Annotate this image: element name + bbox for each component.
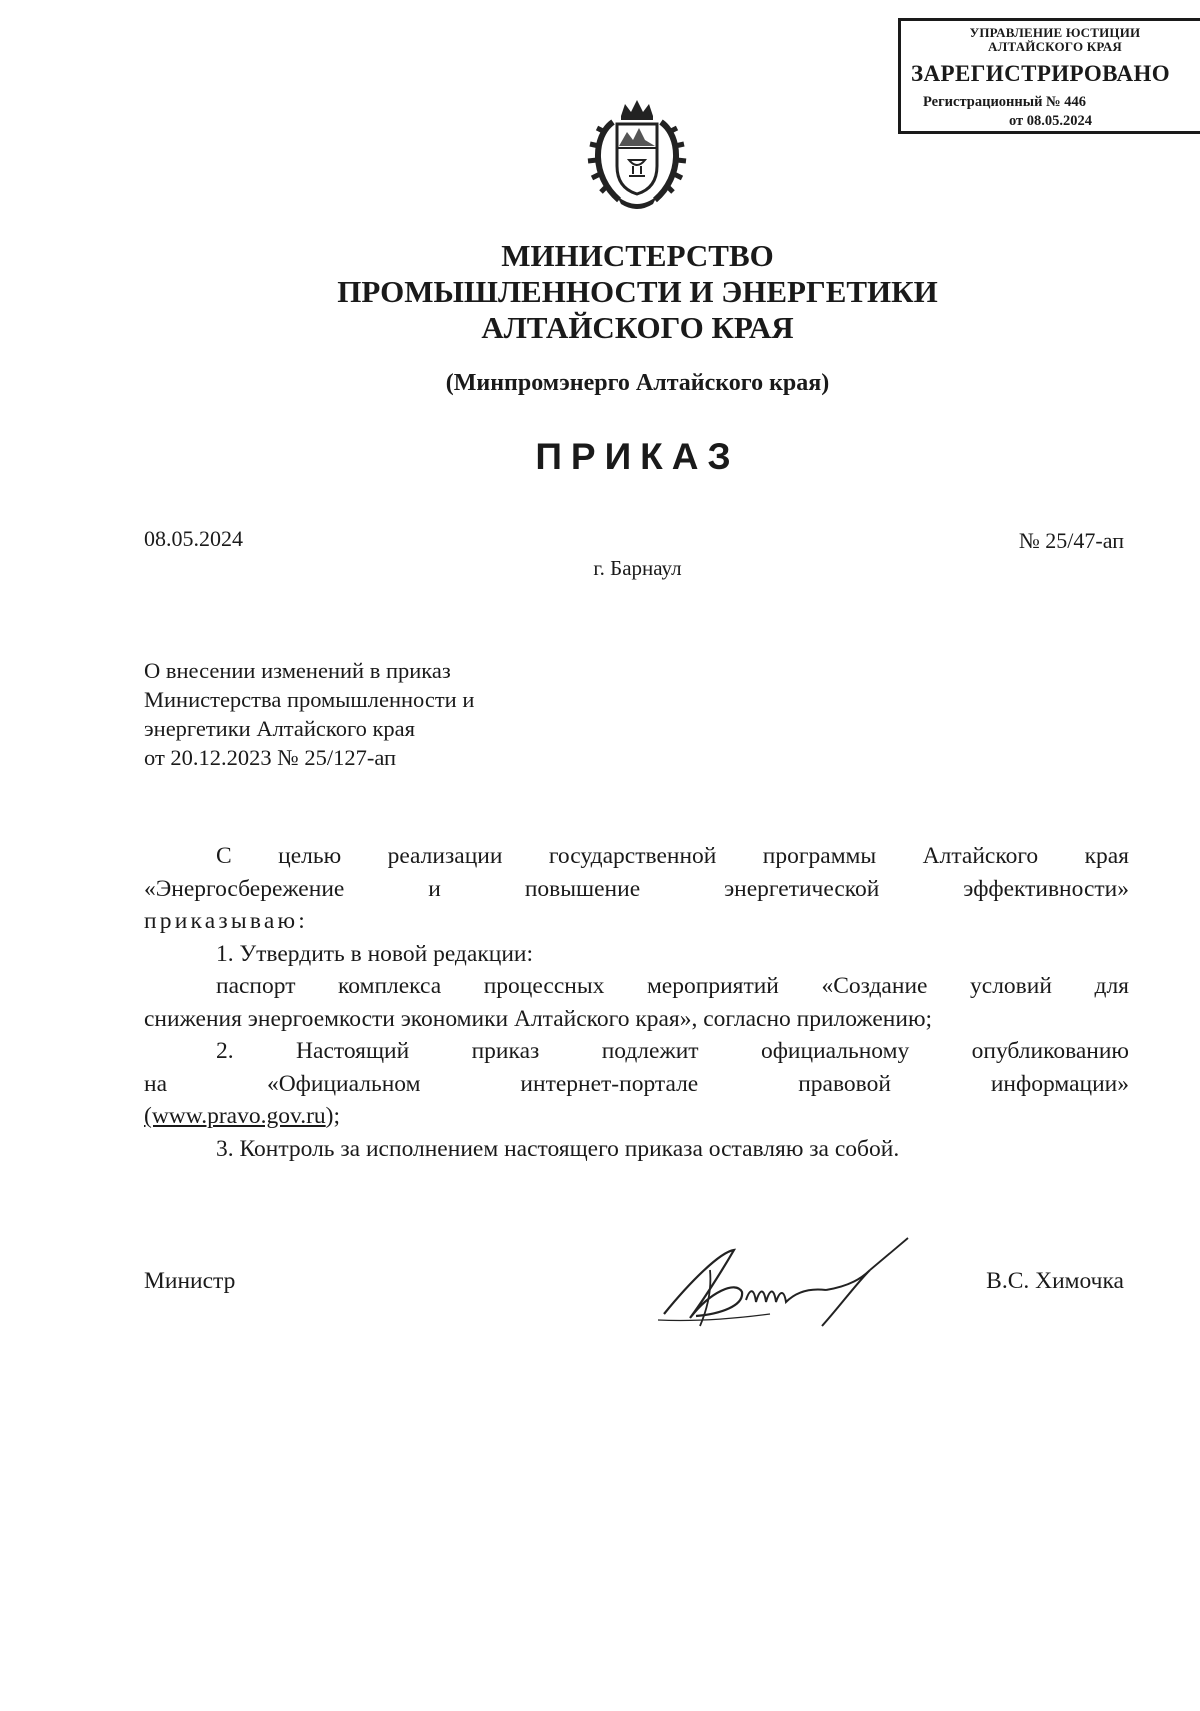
ministry-line1: МИНИСТЕРСТВО xyxy=(501,238,774,273)
subject-line: от 20.12.2023 № 25/127-ап xyxy=(144,745,397,770)
item-2: 2. Настоящий приказ подлежит официальному опубликованию xyxy=(216,1038,1129,1064)
signer-name: В.С. Химочка xyxy=(986,1268,1124,1294)
registration-stamp xyxy=(898,18,1200,134)
item-3: 3. Контроль за исполнением настоящего приказа оставляю за собой. xyxy=(216,1135,900,1162)
item-1-heading: 1. Утвердить в новой редакции: xyxy=(216,940,533,967)
order-date: 08.05.2024 xyxy=(144,526,243,551)
ministry-line2: ПРОМЫШЛЕННОСТИ И ЭНЕРГЕТИКИ xyxy=(337,274,938,309)
subject-line: энергетики Алтайского края xyxy=(144,716,416,741)
subject-line: О внесении изменений в приказ xyxy=(144,658,451,683)
stamp-organization xyxy=(901,26,1200,54)
body-line: на «Официальном интернет-портале правовой информации» xyxy=(144,1070,1129,1097)
altai-krai-coat-of-arms-icon xyxy=(583,96,691,212)
ministry-short-name: (Минпромэнерго Алтайского края) xyxy=(445,370,830,396)
document-type: ПРИКАЗ xyxy=(535,436,740,477)
stamp-registration xyxy=(923,93,1092,131)
signer-position: Министр xyxy=(144,1268,236,1294)
stamp-reg-date: от 08.05.2024 xyxy=(1009,113,1093,129)
stamp-org-line2: АЛТАЙСКОГО КРАЯ xyxy=(988,39,1122,54)
body-line xyxy=(144,1100,1129,1133)
ministry-line3: АЛТАЙСКОГО КРАЯ xyxy=(481,310,794,345)
body-line: паспорт комплекса процессных мероприятий «Создание условий для xyxy=(216,973,1129,999)
stamp-org-line1: УПРАВЛЕНИЕ ЮСТИЦИИ xyxy=(969,25,1141,40)
body-line: «Энергосбережение и повышение энергетической эффективности» xyxy=(144,875,1129,902)
ministry-name xyxy=(0,238,1200,346)
subject-line: Министерства промышленности и xyxy=(144,687,475,712)
order-directive: приказываю: xyxy=(144,908,308,934)
order-city: г. Барнаул xyxy=(593,556,682,580)
stamp-reg-number: Регистрационный № 446 xyxy=(923,94,1087,110)
order-body xyxy=(144,840,1129,1165)
body-line: С целью реализации государственной программы Алтайского края xyxy=(216,843,1129,869)
order-subject xyxy=(144,656,564,772)
stamp-status: ЗАРЕГИСТРИРОВАНО xyxy=(911,61,1171,86)
body-line: снижения энергоемкости экономики Алтайского края», согласно приложению; xyxy=(144,1005,933,1032)
handwritten-signature xyxy=(650,1222,950,1334)
link-tail: ); xyxy=(325,1103,341,1129)
order-number: № 25/47-ап xyxy=(1018,528,1124,553)
pravo-link[interactable]: (www.pravo.gov.ru xyxy=(144,1103,326,1129)
